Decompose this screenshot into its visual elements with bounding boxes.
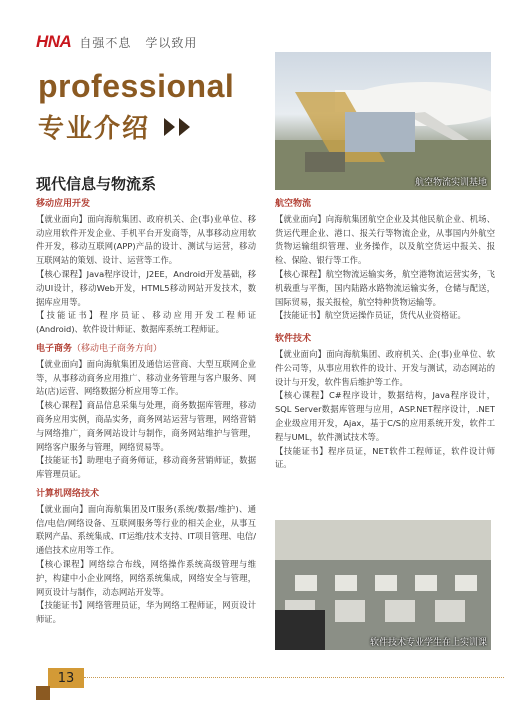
hero-title-cn bbox=[38, 108, 194, 145]
section-paragraph: 【技能证书】程序员证，NET软件工程师证，软件设计师证。 bbox=[275, 445, 495, 470]
section-paragraph: 【就业面向】面向海航集团及IT服务(系统/数据/维护)、通信/电信/网络设备、互联网服务等行业的相关企业，从事互联网产品、系统集成、IT运维/技术支持、IT项目管理、电信/通信技术应用等工作。 bbox=[36, 503, 256, 556]
section-paragraph: 【技能证书】助理电子商务师证，移动商务营销师证，数据库管理员证。 bbox=[36, 455, 256, 480]
section-paragraph: 【就业面向】面向海航集团、政府机关、企(事)业单位、移动应用软件开发企业、手机平台开发商等，从事移动应用软件开发，移动互联网(APP)产品的设计、测试与运营，移动互联网站的策划、设计、运营等工作。 bbox=[36, 213, 256, 266]
photo-caption: 航空物流实训基地 bbox=[414, 178, 487, 188]
section-heading bbox=[36, 343, 256, 357]
page-decoration-square bbox=[36, 686, 50, 700]
airplane-image bbox=[275, 52, 491, 190]
section-paragraph: 【就业面向】向海航集团航空企业及其他民航企业、机场、货运代理企业、港口、报关行等物流企业，从事国内外航空货物运输组织管理、业务操作，以及航空货运中报关、报检、保险、银行等工作。 bbox=[275, 213, 495, 266]
section-heading-main: 电子商务 bbox=[36, 343, 73, 354]
footer-divider bbox=[84, 677, 504, 678]
section-paragraph: 【技能证书】航空货运操作员证，货代从业资格证。 bbox=[275, 310, 466, 321]
aviation-training-photo bbox=[275, 52, 491, 190]
hna-logo: HNA bbox=[36, 32, 72, 51]
section-aviation-logistics bbox=[275, 198, 495, 323]
classroom-image bbox=[275, 520, 491, 650]
section-paragraph: 【核心课程】商品信息采集与处理，商务数据库管理，移动商务应用实例，商品实务，商务网站运营与管理，网络营销与网络推广，商务网站设计与制作，商务网站维护与管理，网络客户服务与管理，网络贸易等。 bbox=[36, 400, 256, 452]
section-mobile-app bbox=[36, 198, 256, 337]
slogan-2: 学以致用 bbox=[145, 35, 198, 50]
section-paragraph: 【核心课程】航空物流运输实务，航空港物流运营实务，飞机载重与平衡，国内陆路水路物流运输实务，仓储与配送，国际贸易，报关报检，航空特种货物运输等。 bbox=[275, 268, 495, 307]
section-paragraph: 【核心课程】Java程序设计，J2EE，Android开发基础，移动UI设计，移动Web开发，HTML5移动网站开发技术，数据库应用等。 bbox=[36, 268, 256, 307]
page-number: 13 bbox=[48, 668, 84, 688]
section-heading: 计算机网络技术 bbox=[36, 488, 100, 499]
slogan-1: 自强不息 bbox=[79, 35, 132, 50]
section-paragraph: 【核心课程】网络综合布线，网络操作系统高级管理与维护，构建中小企业网络，网络系统集成，网络安全与管理，网页设计与制作，动态网站开发等。 bbox=[36, 558, 256, 597]
section-paragraph: 【核心课程】C#程序设计，数据结构，Java程序设计，SQL Server数据库管理与应用，ASP.NET程序设计，.NET企业级应用开发，Ajax，基于C/S的应用系统开发，软件工程与UML，软件测试技术等。 bbox=[275, 390, 495, 442]
section-paragraph: 【就业面向】面向海航集团及通信运营商、大型互联网企业等，从事移动商务应用推广、移动业务管理与客户服务、网站(店)运营、网络数据分析应用等工作。 bbox=[36, 358, 256, 397]
section-heading: 软件技术 bbox=[275, 334, 312, 345]
left-column bbox=[36, 198, 256, 627]
section-network-tech bbox=[36, 488, 256, 627]
section-heading: 移动应用开发 bbox=[36, 199, 91, 209]
section-heading: 航空物流 bbox=[275, 199, 312, 209]
section-software-tech bbox=[275, 333, 495, 472]
double-arrow-icon bbox=[164, 118, 194, 136]
right-column bbox=[275, 198, 495, 472]
section-ecommerce bbox=[36, 343, 256, 482]
department-title: 现代信息与物流系 bbox=[36, 175, 157, 193]
section-paragraph: 【技能证书】网络管理员证，华为网络工程师证，网页设计师证。 bbox=[36, 600, 256, 625]
hero-title-en: professional bbox=[38, 68, 235, 104]
section-heading-sub: （移动电子商务方向） bbox=[72, 343, 163, 354]
hero-title-cn-text: 专业介绍 bbox=[38, 114, 151, 144]
software-classroom-photo bbox=[275, 520, 491, 650]
section-paragraph: 【就业面向】面向海航集团、政府机关、企(事)业单位、软件公司等，从事应用软件的设计、开发与测试，动态网站的设计与开发，软件售后维护等工作。 bbox=[275, 348, 495, 387]
section-paragraph: 【技能证书】程序员证、移动应用开发工程师证(Android)、软件设计师证、数据库系统工程师证。 bbox=[36, 310, 256, 335]
photo-caption: 软件技术专业学生在上实训课 bbox=[369, 638, 487, 648]
header bbox=[36, 32, 197, 52]
